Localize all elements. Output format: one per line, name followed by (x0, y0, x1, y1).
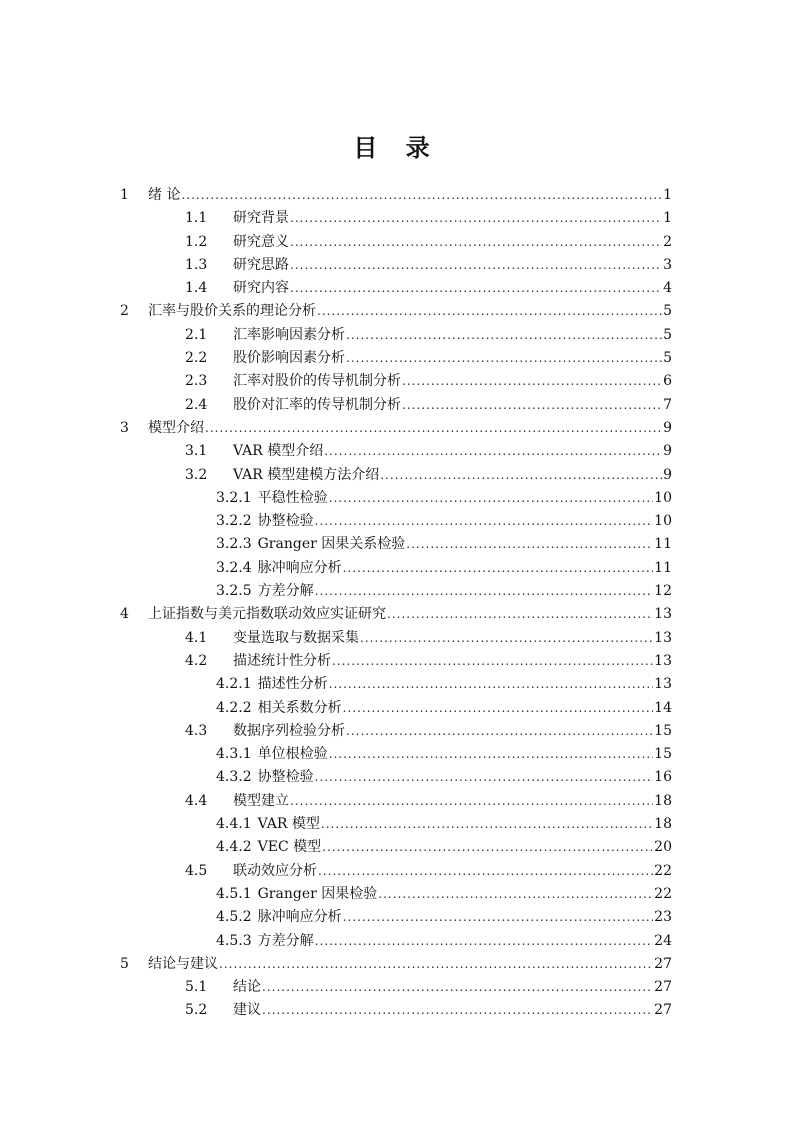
toc-entry-label: VEC 模型 (257, 839, 322, 856)
dot-leader (315, 770, 654, 784)
toc-entry-page-number: 10 (654, 513, 672, 530)
toc-entry-label: 研究内容 (233, 280, 289, 297)
dot-leader (321, 817, 653, 831)
toc-entry-label: 股价对汇率的传导机制分析 (233, 396, 401, 413)
toc-entry-label: 描述性分析 (257, 676, 328, 693)
toc-entry-page-number: 13 (654, 629, 672, 646)
toc-entry-4-4[interactable] (120, 790, 672, 813)
toc-entry-label: VAR 模型 (257, 816, 320, 833)
page-title: 目 录 (353, 134, 440, 162)
toc-entry-page-number: 22 (654, 885, 672, 902)
toc-entry-5-1[interactable] (120, 976, 672, 999)
toc-entry-page-number: 24 (654, 932, 672, 949)
toc-entry-label: 脉冲响应分析 (257, 909, 342, 926)
toc-entry-number: 1.3 (185, 256, 208, 273)
toc-entry-page-number: 11 (654, 559, 672, 576)
toc-entry-number: 1.1 (185, 210, 208, 227)
toc-entry-label: 研究思路 (233, 256, 289, 273)
toc-entry-page-number: 1 (663, 210, 672, 227)
dot-leader (315, 584, 654, 598)
dot-leader (290, 235, 662, 249)
toc-entry-1-1[interactable] (120, 207, 672, 230)
toc-entry-number: 3.2.3 (216, 536, 252, 553)
toc-entry-page-number: 16 (654, 769, 672, 786)
toc-entry-page-number: 15 (654, 722, 672, 739)
toc-entry-3-1[interactable] (120, 440, 672, 463)
toc-entry-label: 建议 (233, 1002, 261, 1019)
toc-entry-page-number: 7 (663, 396, 672, 413)
toc-entry-label: 汇率影响因素分析 (233, 326, 345, 343)
dot-leader (219, 957, 653, 971)
toc-entry-label: 结论与建议 (148, 955, 218, 972)
dot-leader (318, 864, 653, 878)
toc-entry-number: 4.5.2 (216, 909, 252, 926)
toc-entry-page-number: 5 (663, 350, 672, 367)
dot-leader (346, 724, 653, 738)
toc-entry-label: 脉冲响应分析 (257, 559, 342, 576)
dot-leader (346, 351, 662, 365)
toc-entry-page-number: 18 (654, 792, 672, 809)
toc-entry-number: 3.2.5 (216, 583, 252, 600)
toc-entry-3-2-2[interactable] (120, 510, 672, 533)
toc-entry-4-2[interactable] (120, 650, 672, 673)
toc-entry-label: 单位根检验 (257, 746, 328, 763)
toc-entry-3-2-3[interactable] (120, 533, 672, 556)
toc-entry-3-2-4[interactable] (120, 557, 672, 580)
dot-leader (329, 747, 654, 761)
toc-entry-5[interactable] (120, 953, 672, 976)
toc-entry-page-number: 20 (654, 839, 672, 856)
toc-entry-number: 5.1 (185, 979, 208, 996)
toc-entry-label: 方差分解 (257, 932, 314, 949)
dot-leader (262, 1003, 653, 1017)
toc-entry-label: 股价影响因素分析 (233, 350, 345, 367)
toc-entry-label: 汇率与股价关系的理论分析 (148, 303, 316, 320)
toc-entry-number: 3 (120, 419, 129, 436)
toc-entry-page-number: 9 (663, 443, 672, 460)
toc-entry-label: VAR 模型介绍 (233, 443, 324, 460)
toc-entry-page-number: 27 (654, 955, 672, 972)
toc-entry-page-number: 6 (663, 373, 672, 390)
dot-leader (329, 677, 654, 691)
dot-leader (406, 537, 653, 551)
toc-entry-page-number: 2 (663, 233, 672, 250)
toc-entry-4-1[interactable] (120, 627, 672, 650)
toc-entry-number: 5 (120, 955, 129, 972)
toc-entry-label: Granger 因果关系检验 (257, 536, 406, 553)
toc-entry-number: 2.4 (185, 396, 208, 413)
toc-entry-page-number: 13 (654, 606, 672, 623)
toc-entry-2-4[interactable] (120, 394, 672, 417)
toc-entry-number: 1 (120, 187, 129, 203)
toc-entry-number: 4.3 (185, 722, 208, 739)
dot-leader (322, 840, 653, 854)
toc-entry-4-3-1[interactable] (120, 743, 672, 766)
dot-leader (343, 701, 654, 715)
toc-entry-number: 4.2 (185, 652, 208, 669)
dot-leader (181, 188, 662, 202)
toc-entry-label: VAR 模型建模方法介绍 (233, 466, 380, 483)
toc-entry-number: 3.1 (185, 443, 208, 460)
dot-leader (290, 211, 662, 225)
toc-entry-page-number: 9 (663, 466, 672, 483)
toc-entry-number: 2.3 (185, 373, 208, 390)
toc-entry-4-5-2[interactable] (120, 906, 672, 929)
dot-leader (290, 258, 662, 272)
toc-entry-label: 描述统计性分析 (233, 652, 331, 669)
toc-entry-page-number: 5 (663, 326, 672, 343)
toc-entry-page-number: 18 (654, 816, 672, 833)
toc-entry-3-2-1[interactable] (120, 487, 672, 510)
toc-entry-4-2-1[interactable] (120, 673, 672, 696)
toc-entry-label: 相关系数分析 (257, 699, 342, 716)
dot-leader (332, 654, 653, 668)
toc-entry-number: 1.2 (185, 233, 208, 250)
toc-entry-label: 绪 论 (148, 187, 181, 203)
dot-leader (402, 398, 662, 412)
toc-entry-label: 研究意义 (233, 233, 289, 250)
toc-entry-2-3[interactable] (120, 370, 672, 393)
toc-entry-number: 4 (120, 606, 129, 623)
toc-entry-4-4-1[interactable] (120, 813, 672, 836)
toc-entry-4-5-1[interactable] (120, 883, 672, 906)
dot-leader (378, 887, 653, 901)
dot-leader (380, 468, 662, 482)
toc-entry-number: 2.2 (185, 350, 208, 367)
dot-leader (317, 304, 662, 318)
toc-entry-number: 4.3.2 (216, 769, 252, 786)
toc-entry-page-number: 3 (663, 256, 672, 273)
toc-entry-page-number: 10 (654, 489, 672, 506)
toc-entry-page-number: 1 (663, 187, 672, 203)
toc-entry-number: 4.4.2 (216, 839, 252, 856)
dot-leader (346, 328, 662, 342)
toc-entry-label: 结论 (233, 979, 261, 996)
toc-entry-number: 4.4 (185, 792, 208, 809)
toc-entry-2-2[interactable] (120, 347, 672, 370)
toc-entry-2[interactable] (120, 300, 672, 323)
toc-entry-page-number: 14 (654, 699, 672, 716)
toc-entry-page-number: 22 (654, 862, 672, 879)
toc-entry-number: 4.5.1 (216, 885, 252, 902)
toc-entry-4-3[interactable] (120, 720, 672, 743)
toc-entry-label: 上证指数与美元指数联动效应实证研究 (148, 606, 386, 623)
toc-entry-label: Granger 因果检验 (257, 885, 378, 902)
dot-leader (329, 491, 654, 505)
toc-entry-number: 5.2 (185, 1002, 208, 1019)
toc-entry-label: 联动效应分析 (233, 862, 317, 879)
toc-entry-number: 1.4 (185, 280, 208, 297)
dot-leader (360, 631, 653, 645)
toc-entry-1-2[interactable] (120, 231, 672, 254)
toc-entry-page-number: 4 (663, 280, 672, 297)
dot-leader (315, 934, 654, 948)
dot-leader (290, 794, 653, 808)
toc-entry-page-number: 15 (654, 746, 672, 763)
dot-leader (324, 444, 662, 458)
toc-entry-page-number: 27 (654, 979, 672, 996)
toc-entry-number: 3.2 (185, 466, 208, 483)
toc-entry-number: 4.4.1 (216, 816, 252, 833)
toc-entry-1-4[interactable] (120, 277, 672, 300)
toc-entry-page-number: 5 (663, 303, 672, 320)
dot-leader (205, 421, 662, 435)
dot-leader (387, 607, 653, 621)
toc-entry-4-5[interactable] (120, 860, 672, 883)
toc-entry-number: 3.2.2 (216, 513, 252, 530)
toc-entry-label: 协整检验 (257, 513, 314, 530)
toc-entry-3-2[interactable] (120, 464, 672, 487)
toc-entry-page-number: 27 (654, 1002, 672, 1019)
toc-entry-label: 研究背景 (233, 210, 289, 227)
toc-entry-label: 平稳性检验 (257, 489, 328, 506)
toc-entry-number: 4.5 (185, 862, 208, 879)
dot-leader (343, 910, 654, 924)
toc-entry-4-3-2[interactable] (120, 766, 672, 789)
dot-leader (402, 374, 662, 388)
toc-entry-page-number: 12 (654, 583, 672, 600)
toc-entry-number: 2.1 (185, 326, 208, 343)
toc-entry-4-5-3[interactable] (120, 930, 672, 953)
toc-entry-label: 模型建立 (233, 792, 289, 809)
toc-entry-1-3[interactable] (120, 254, 672, 277)
toc-entry-number: 3.2.4 (216, 559, 252, 576)
toc-entry-number: 4.3.1 (216, 746, 252, 763)
toc-entry-number: 4.1 (185, 629, 208, 646)
toc-entry-label: 方差分解 (257, 583, 314, 600)
toc-entry-1[interactable] (120, 184, 672, 207)
toc-entry-number: 4.2.1 (216, 676, 252, 693)
toc-entry-label: 数据序列检验分析 (233, 722, 345, 739)
toc-entry-3-2-5[interactable] (120, 580, 672, 603)
dot-leader (290, 281, 662, 295)
toc-entry-number: 2 (120, 303, 129, 320)
table-of-contents (120, 184, 672, 1023)
toc-entry-number: 4.2.2 (216, 699, 252, 716)
toc-entry-4[interactable] (120, 603, 672, 626)
toc-entry-4-2-2[interactable] (120, 697, 672, 720)
toc-entry-label: 协整检验 (257, 769, 314, 786)
toc-entry-5-2[interactable] (120, 999, 672, 1022)
dot-leader (262, 980, 653, 994)
toc-entry-page-number: 11 (654, 536, 672, 553)
toc-entry-number: 3.2.1 (216, 489, 252, 506)
toc-entry-label: 汇率对股价的传导机制分析 (233, 373, 401, 390)
toc-entry-label: 变量选取与数据采集 (233, 629, 359, 646)
toc-entry-label: 模型介绍 (148, 419, 204, 436)
toc-entry-3[interactable] (120, 417, 672, 440)
toc-entry-page-number: 9 (663, 419, 672, 436)
toc-entry-2-1[interactable] (120, 324, 672, 347)
toc-entry-page-number: 13 (654, 676, 672, 693)
dot-leader (315, 514, 654, 528)
toc-entry-4-4-2[interactable] (120, 836, 672, 859)
toc-entry-page-number: 23 (654, 909, 672, 926)
dot-leader (343, 561, 654, 575)
toc-entry-number: 4.5.3 (216, 932, 252, 949)
toc-entry-page-number: 13 (654, 652, 672, 669)
